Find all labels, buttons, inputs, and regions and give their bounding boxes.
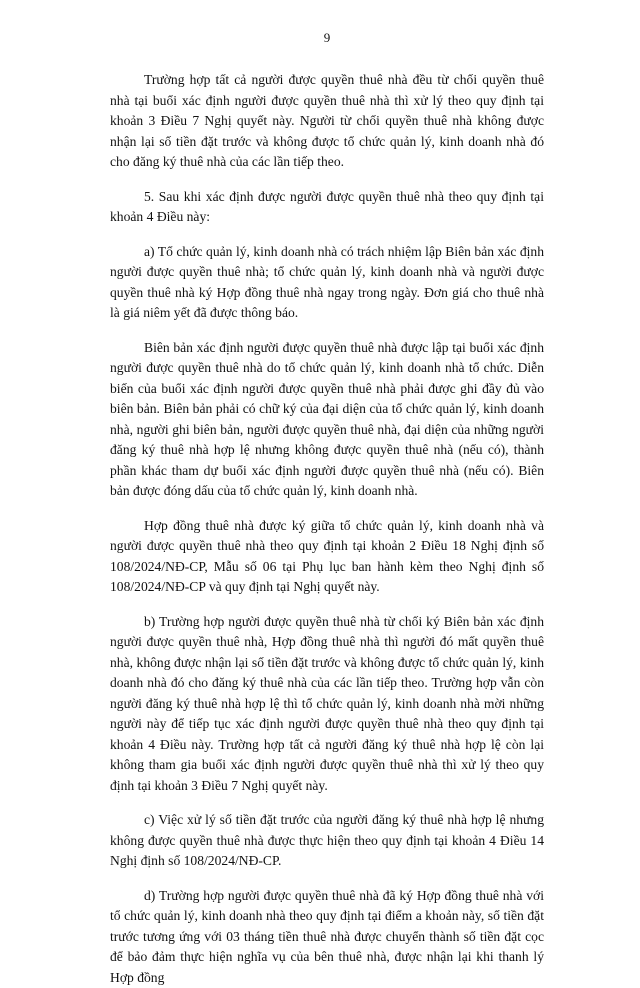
paragraph-lease-contract: Hợp đồng thuê nhà được ký giữa tổ chức quản lý, kinh doanh nhà và người được quyền thuê nhà theo quy định tại khoản 2 Điều 18 Nghị định số 108/2024/NĐ-CP, Mẫu số 06 tại Phụ lục ban hành kèm theo Nghị định số 108/2024/NĐ-CP và quy định tại Nghị quyết này.: [110, 516, 544, 598]
paragraph-clause-5: 5. Sau khi xác định được người được quyền thuê nhà theo quy định tại khoản 4 Điều này:: [110, 187, 544, 228]
paragraph-point-d: d) Trường hợp người được quyền thuê nhà đã ký Hợp đồng thuê nhà với tổ chức quản lý, kinh doanh nhà theo quy định tại điểm a khoản này, số tiền đặt trước tương ứng với 03 tháng tiền thuê nhà được chuyển thành số tiền đặt cọc để bảo đảm thực hiện nghĩa vụ của bên thuê nhà, được nhận lại khi thanh lý Hợp đồng: [110, 886, 544, 988]
paragraph-refusal-case: Trường hợp tất cả người được quyền thuê nhà đều từ chối quyền thuê nhà tại buổi xác định người được quyền thuê nhà thì xử lý theo quy định tại khoản 3 Điều 7 Nghị quyết này. Người từ chối quyền thuê nhà không được nhận lại số tiền đặt trước và không được tổ chức quản lý, kinh doanh nhà đó cho đăng ký thuê nhà của các lần tiếp theo.: [110, 70, 544, 173]
paragraph-minutes: Biên bản xác định người được quyền thuê nhà được lập tại buổi xác định người được quyền thuê nhà do tổ chức quản lý, kinh doanh nhà tổ chức. Diễn biến của buổi xác định người được quyền thuê nhà phải được ghi đầy đủ vào biên bản. Biên bản phải có chữ ký của đại diện của tổ chức quản lý, kinh doanh nhà, người ghi biên bản, người được quyền thuê nhà, đại diện của những người đăng ký thuê nhà hợp lệ nhưng không được quyền thuê nhà (nếu có), thành phần khác tham dự buổi xác định người được quyền thuê nhà (nếu có). Biên bản được đóng dấu của tổ chức quản lý, kinh doanh nhà.: [110, 338, 544, 502]
page-number: 9: [110, 30, 544, 46]
paragraph-point-c: c) Việc xử lý số tiền đặt trước của người đăng ký thuê nhà hợp lệ nhưng không được quyền thuê nhà được thực hiện theo quy định tại khoản 4 Điều 14 Nghị định số 108/2024/NĐ-CP.: [110, 810, 544, 872]
paragraph-point-a: a) Tổ chức quản lý, kinh doanh nhà có trách nhiệm lập Biên bản xác định người được quyền thuê nhà; tổ chức quản lý, kinh doanh nhà và người được quyền thuê nhà ký Hợp đồng thuê nhà ngay trong ngày. Đơn giá cho thuê nhà là giá niêm yết đã được thông báo.: [110, 242, 544, 324]
paragraph-point-b: b) Trường hợp người được quyền thuê nhà từ chối ký Biên bản xác định người được quyền thuê nhà, Hợp đồng thuê nhà thì người đó mất quyền thuê nhà, không được nhận lại số tiền đặt trước và không được tổ chức quản lý, kinh doanh nhà đó cho đăng ký thuê nhà của các lần tiếp theo. Trường hợp vẫn còn người đăng ký thuê nhà hợp lệ thì tổ chức quản lý, kinh doanh nhà mời những người này để tiếp tục xác định người được quyền thuê nhà theo quy định tại khoản 4 Điều này. Trường hợp tất cả người đăng ký thuê nhà hợp lệ còn lại không tham gia buổi xác định người được quyền thuê nhà thì xử lý theo quy định tại khoản 3 Điều 7 Nghị quyết này.: [110, 612, 544, 797]
